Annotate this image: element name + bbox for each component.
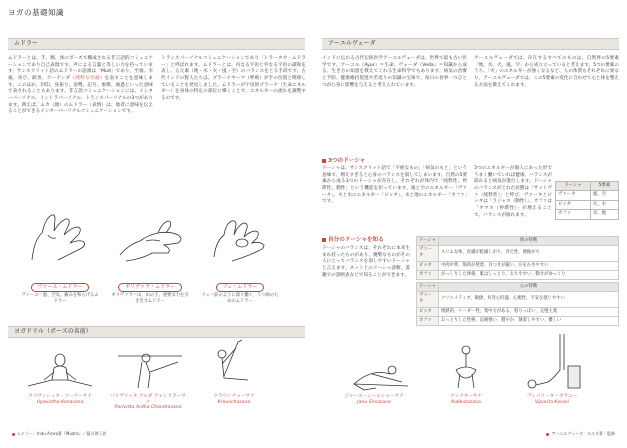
bullet-icon [12, 433, 15, 436]
mudra-caption-vayu [20, 283, 100, 306]
pose-name-jp: ウパヴィシュタ・コーナーサナ [28, 394, 92, 399]
footer-text: アーユルヴェーダ：ロルダ著・監修 [551, 431, 615, 436]
section-heading-drill: ヨガドリル（ポーズの名前） [8, 326, 305, 338]
dosha-elements-table [555, 181, 619, 220]
table-cell: カファ [417, 316, 439, 325]
footer-text: ムドラー：Indu Arora著『Mudra』／藤方理子訳 [17, 431, 107, 436]
table-cell: 情熱的、リーダー性、集中力がある、怒りっぽい、完璧主義 [439, 307, 619, 316]
table-row [417, 292, 619, 307]
pose-caption-kukkuta [426, 394, 506, 405]
mudra-description: ギリヴァラ＝山、山の王。重要な力を引き出すムドラー [111, 293, 189, 305]
mudra-caption-tse [200, 283, 280, 306]
table-row [417, 246, 619, 261]
table-cell: ピッタ [417, 307, 439, 316]
table-cell: カファ [417, 270, 439, 279]
table-row [556, 210, 619, 219]
table-cell: カファ [556, 210, 591, 219]
mudra-description: ヴァーユ＝風、空気。痛みを和らげるムドラー [21, 293, 99, 305]
bullet-icon [322, 238, 326, 242]
pose-illustration-janu [336, 354, 412, 394]
mudra-text-col2 [161, 56, 306, 103]
table-header: 5要素 [590, 182, 618, 191]
dosha-text-col2: 3つのエネルギーが個人にあった形でうまく働いていれば健康、バランスが崩れると病気が進行します。ドーシャのバランスがとれた状態は「サットヴァ（純粋性）」と呼び、ヴァータとピッタは「ラジャス（動性）」、カファは「タマス（停滞性）」が増えることで、バランスが崩れます。 [474, 166, 552, 218]
table-row [417, 261, 619, 270]
mudra-text-col1 [8, 56, 153, 116]
table-cell: ピッタ [556, 200, 591, 209]
table-header: 体の特徴 [439, 237, 619, 246]
pose-caption-parivrtta [108, 394, 188, 411]
table-row [417, 270, 619, 279]
table-header-row [417, 237, 619, 246]
table-cell: 火、水 [590, 200, 618, 209]
mudra-name-pill: ギリヴァラ・ムドラー [118, 283, 182, 292]
mudra-text-b: ）を表すことを意味します。このほか、封印、身振り、姿勢、記号、象徴、通過といった意味で表されることもあります。非言語コミュニケーションには、インターパーソナル、イントラパーソナル、トランスパーソナルの3つがあります。例えば、ムカ（顔）のムドラー（表情）は、他者に意味を伝えることができるインターパーソナルコミュニケーションです。 [8, 75, 153, 115]
table-row [556, 200, 619, 209]
pose-illustration-parivrtta [108, 334, 188, 390]
pose-illustration-viparita [524, 330, 584, 392]
pose-illustration-upavistha [24, 346, 96, 390]
pose-caption-upavistha [20, 394, 100, 405]
pose-name-jp: クックターサナ [449, 394, 483, 399]
table-row [417, 307, 619, 316]
pose-name-jp: ジャーヌ・シールシャーサナ [344, 394, 404, 399]
pose-name-latin: Kukkutasana [451, 399, 481, 405]
body-features-table [416, 236, 619, 280]
mudra-name-pill: ヴァーユ・ムドラー [31, 283, 90, 292]
know-dosha-heading [322, 236, 384, 244]
pose-illustration-kukkuta [436, 340, 496, 392]
table-cell: スリムな体、皮膚が乾燥しがち、冷え性、便秘がち [439, 246, 619, 261]
table-header-row [556, 182, 619, 191]
pose-illustration-krouncha [198, 334, 268, 390]
footer-credit-left [12, 431, 107, 437]
table-cell: 水、地 [590, 210, 618, 219]
tse-mudra-illustration [202, 205, 282, 265]
mudra-text-a: ムドラーとは、手、腕、体のポーズで構成される非言語的コミュニケーションであり自己表現です。声による言葉と等しい力を持っています。サンスクリット語のムドラーの語源は「Mud」であり、至福、幸福、喜び、歓喜、アーナンダ（ [8, 56, 153, 81]
table-header: 心の特徴 [439, 283, 619, 292]
mudra-text-highlight: 純粋な至福 [75, 75, 100, 81]
mind-features-table [416, 282, 619, 326]
footer-credit-right [546, 431, 615, 437]
table-row [556, 191, 619, 200]
table-header: ドーシャ [556, 182, 591, 191]
table-cell: 中肉中背、筋肉が発達、目つきが鋭い、汗をかきやすい [439, 261, 619, 270]
pose-caption-viparita [512, 394, 592, 405]
vayu-mudra-illustration [22, 205, 102, 265]
section-heading-mudra: ムドラー [8, 38, 305, 50]
dosha-heading-text: 3つのドーシャ [328, 158, 366, 164]
table-cell: ピッタ [417, 261, 439, 270]
table-cell: ヴァータ [417, 246, 439, 261]
know-heading-text: 自分のドーシャを知る [328, 237, 384, 243]
table-cell: ヴァータ [417, 292, 439, 307]
giri-mudra-illustration [112, 205, 192, 265]
table-cell: クリエイティブ、敏捷、好奇心旺盛、心配性、不安を感じやすい [439, 292, 619, 307]
bullet-icon [322, 159, 326, 163]
pose-name-latin: Upavistha Konasana [36, 399, 84, 405]
mudra-name-pill: ツェ・ムドラー [216, 283, 265, 292]
table-row [417, 316, 619, 325]
table-cell: おっとりした性格、忍耐強い、穏やか、執着しやすい、優しい [439, 316, 619, 325]
table-header: ドーシャ [417, 283, 439, 292]
table-cell: ヴァータ [556, 191, 591, 200]
pose-name-latin: Parivrtta Ardha Chandrasana [114, 405, 182, 411]
know-dosha-text: ドーシャのバランスは、それぞれに本来生まれ持ったものがあり、優勢なものがその人にとってバランスを崩しやすいドーシャと言えます。ネット上のドーシャ診断、書籍での診断表などで知ることができます。 [322, 246, 410, 278]
page-title: ヨガの基礎知識 [8, 8, 64, 17]
table-header-row [417, 283, 619, 292]
pose-name-latin: Viparita Karani [535, 399, 569, 405]
dosha-text-col1: ドーシャは、サンスクリット語で「不純なもの」「病気のもと」という意味で、増えすぎると心身のバランスを崩してしまいます。自然の5要素から成る3つのドーシャが存在し、それぞれが体内で「純粋性、停滞性、動性」という機能を担っています。風と空のエネルギー「ヴァータ」、火と水のエネルギー「ピッタ」、水と地のエネルギー「カファ」です。 [322, 166, 467, 205]
pose-name-latin: Janu Sirsasana [357, 399, 391, 405]
table-header: ドーシャ [417, 237, 439, 246]
table-cell: 風、空 [590, 191, 618, 200]
mudra-description: ツェ＝前のように深く働く、うつ病のためのムドラー [201, 293, 279, 305]
ayur-text-col2: アーユルヴェーダでは、存在するすべてのものは、自然界の5要素「地、水、火、風、空」から成り立っていると考えます。5つの要素のうち、「火」のエネルギーが強くなるなど、人の体質もそれぞれに異なり、アーユルヴェーダでは、この5要素の変化に合わせて心と体を整える方法を教えてくれます。 [474, 56, 620, 88]
pose-name-jp: パリヴリッタ アルダ チャンドラーサナ [110, 394, 186, 405]
pose-caption-janu [334, 394, 414, 405]
pose-caption-krouncha [194, 394, 274, 405]
table-cell: がっしりした体格、肌はしっとり、太りやすい、動きがゆっくり [439, 270, 619, 279]
pose-name-jp: クラウンチャーサナ [213, 394, 255, 399]
pose-name-latin: Krounchasana [217, 399, 251, 405]
section-heading-ayurveda: アーユルヴェーダ [322, 38, 619, 50]
ayur-text-col1: インドに伝わる古代伝統医学アーユルヴェーダは、世界で最も古い医学です。アーユル（Ayur）＝生命、ヴェーダ（Veda）＝知識から成る、生き方の知恵を教えてくれる生命科学でもあります。病気の治療と予防、健康維持促進や若返りの知識の宝庫で、毎日の食事一つひとつが心身に影響を与えると考えられています。 [322, 56, 467, 88]
bullet-icon [546, 433, 549, 436]
dosha-heading [322, 157, 365, 165]
mudra-text-c: トランスパーソナルコミュニケーションであり「トラータカ・ムドラー」と呼ばれます。ムドラーとは、内なる宇宙と外なる宇宙の調和を表し、五元素（地・水・火・風・空）のバランスをとる手段です。古代インドの賢人たちは、プラーナヤーマ（呼吸）が手の位置と関係していることを発見しました。ムドラーが宇宙的プラーナ（生命エネルギー）を身体の特定の部位に導くことで、エネルギーの流れを調整するのです。 [161, 56, 306, 101]
pose-name-jp: ヴィパリータ・カラニー [526, 394, 578, 399]
mudra-caption-giri [110, 283, 190, 306]
